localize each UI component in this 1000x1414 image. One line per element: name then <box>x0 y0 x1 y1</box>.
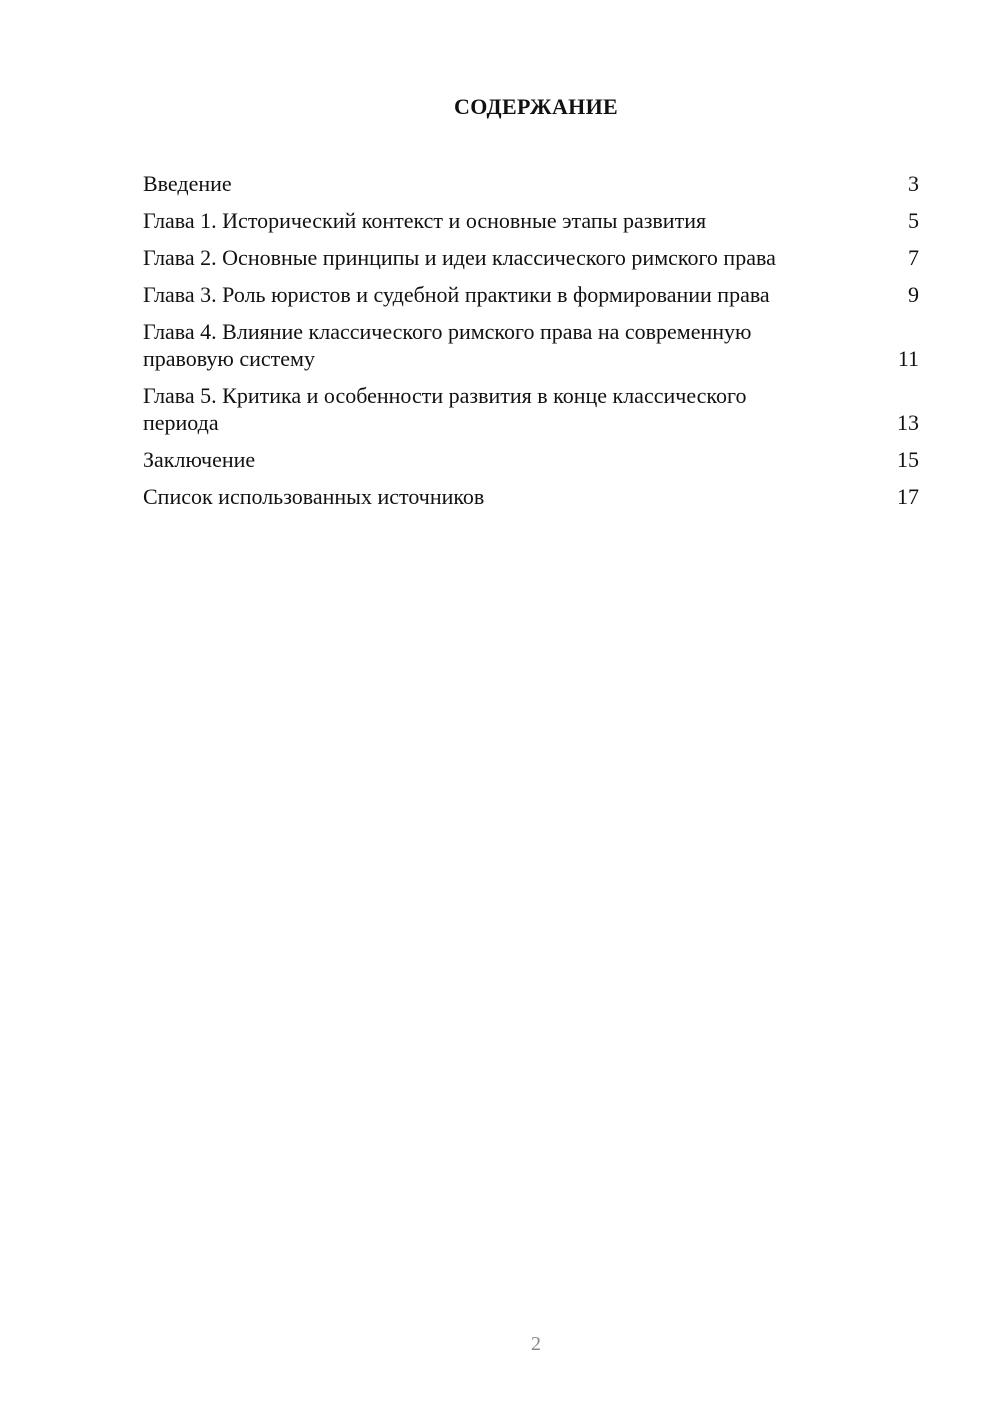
toc-entry-page: 3 <box>908 171 919 196</box>
table-of-contents <box>143 170 919 520</box>
toc-entry-chapter-5 <box>143 382 919 436</box>
toc-entry-text: Глава 3. Роль юристов и судебной практики в формировании права <box>143 282 770 307</box>
toc-title: СОДЕРЖАНИЕ <box>454 94 618 119</box>
toc-entry-text: Введение <box>143 171 232 196</box>
toc-entry-text: Глава 4. Влияние классического римского права на современную правовую систему <box>143 319 752 371</box>
toc-entry-page: 9 <box>908 282 919 307</box>
toc-entry-text: Глава 1. Исторический контекст и основные этапы развития <box>143 208 707 233</box>
toc-entry-text: Глава 5. Критика и особенности развития в конце классического периода <box>143 383 747 435</box>
toc-entry-conclusion <box>143 446 919 473</box>
toc-entry-text: Глава 2. Основные принципы и идеи классического римского права <box>143 245 776 270</box>
toc-entry-page: 11 <box>897 346 919 371</box>
toc-entry-references <box>143 483 919 510</box>
toc-entry-page: 17 <box>897 484 919 509</box>
toc-entry-page: 13 <box>897 410 919 435</box>
toc-entry-page: 7 <box>908 245 919 270</box>
toc-entry-chapter-3 <box>143 281 919 308</box>
toc-entry-chapter-4 <box>143 318 919 372</box>
toc-entry-text: Список использованных источников <box>143 484 485 509</box>
toc-entry-introduction <box>143 170 919 197</box>
toc-entry-chapter-1 <box>143 207 919 234</box>
page-number: 2 <box>531 1333 541 1355</box>
toc-entry-text: Заключение <box>143 447 256 472</box>
toc-entry-page: 15 <box>897 447 919 472</box>
toc-entry-chapter-2 <box>143 244 919 271</box>
toc-entry-page: 5 <box>908 208 919 233</box>
